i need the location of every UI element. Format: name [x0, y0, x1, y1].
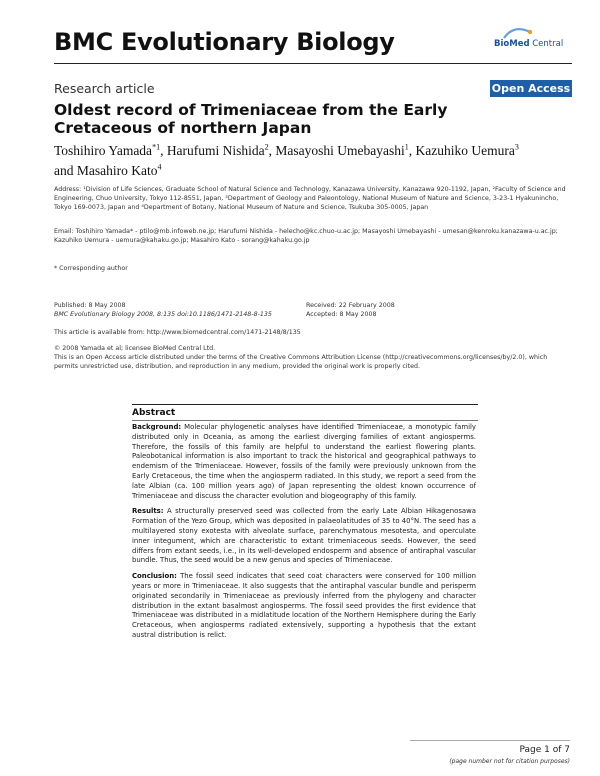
- availability-statement: This article is available from: http://www.biomedcentral.com/1471-2148/8/135: [54, 329, 301, 336]
- logo-text: [494, 39, 563, 49]
- author-affiliation: 1: [404, 142, 409, 151]
- abstract-background: [132, 423, 476, 501]
- author-affiliation: 2: [264, 142, 269, 151]
- author-5: [77, 163, 162, 178]
- abstract-conclusion: [132, 572, 476, 641]
- author-1: [54, 143, 167, 158]
- page-number: Page 1 of 7: [519, 745, 570, 755]
- author-affiliation: 4: [157, 162, 162, 172]
- abstract-results: [132, 507, 476, 566]
- license-text: This is an Open Access article distributed under the terms of the Creative Commons Attribution License (http://creativecommons.org/licenses/by/2.0), which permits unrestricted use, distribution, and reproduction in any medium, provided the original work is properly cited.: [54, 354, 548, 370]
- logo-text-bio: BioMed: [494, 39, 530, 49]
- abstract-divider: [132, 420, 478, 421]
- affiliation-address: Address: ¹Division of Life Sciences, Graduate School of Natural Science and Technology, Kanazawa University, Kanazawa 920-1192, Japan, ²Faculty of Science and Engineering, Chuo University, Tokyo 112-8551, Japan, ³Department of Geology and Paleontology, National Museum of Nature and Science, 3-23-1 Hyakunincho, Tokyo 169-0073, Japan and ⁴Department of Botany, National Museum of Nature and Science, Tsukuba 305-0005, Japan: [54, 186, 566, 211]
- corresponding-author-note: * Corresponding author: [54, 265, 128, 272]
- author-separator: ,: [160, 142, 167, 158]
- logo-text-central: Central: [529, 39, 564, 49]
- author-name: Harufumi Nishida: [166, 142, 265, 158]
- author-affiliation: 3: [514, 142, 519, 151]
- accepted-date: Accepted: 8 May 2008: [306, 311, 377, 318]
- section-label: Background:: [132, 423, 182, 431]
- author-list: [54, 138, 524, 179]
- section-label: Conclusion:: [132, 572, 177, 581]
- citation: BMC Evolutionary Biology 2008, 8:135 doi:10.1186/1471-2148-8-135: [54, 311, 272, 318]
- published-date: Published: 8 May 2008: [54, 302, 126, 309]
- author-separator: ,: [268, 142, 276, 158]
- section-label: Results:: [132, 507, 164, 516]
- author-separator: ,: [408, 142, 416, 158]
- section-text: A structurally preserved seed was collected from the early Late Albian Hikagenosawa Formation of the Yezo Group, which was deposited in palaeolatitudes of 35 to 40°N. The seed has a multilayered stony exotesta with alveolate surface, parenchymatous mesotesta, and operculate inner integument, which are characteristic to extant trimeniaceous seeds. However, the seed differs from extant seeds, i.e., in its well-developed endosperm and absence of antiraphal vascular bundle. Thus, the seed would be a new genus and species of Trimeniaceae.: [132, 507, 476, 565]
- author-separator: and: [54, 163, 77, 178]
- author-name: Toshihiro Yamada: [54, 142, 153, 158]
- article-type: Research article: [54, 81, 155, 96]
- journal-title: BMC Evolutionary Biology: [54, 28, 395, 56]
- author-name: Masahiro Kato: [76, 163, 158, 178]
- footer-rule: [410, 740, 570, 741]
- abstract: [132, 404, 478, 695]
- author-emails: Email: Toshihiro Yamada* - ptilo@mb.infoweb.ne.jp; Harufumi Nishida - helecho@kc.chuo-u.ac.jp; Masayoshi Umebayashi - umesan@kenroku.kanazawa-u.ac.jp; Kazuhiko Uemura - uemura@kahaku.go.jp; Masahiro Kato - sorang@kahaku.go.jp: [54, 228, 558, 244]
- page-note: (page number not for citation purposes): [449, 758, 570, 765]
- publication-info: [54, 301, 294, 319]
- copyright-block: [54, 344, 570, 371]
- author-3: [275, 143, 415, 158]
- author-name: Masayoshi Umebayashi: [275, 142, 405, 158]
- section-text: The fossil seed indicates that seed coat characters were conserved for 100 million years or more in Trimeniaceae. It also suggests that the antiraphal vascular bundle and perisperm originated secondarily in Trimeniaceae as previously inferred from the phylogeny and character distribution in the extant basalmost angiosperms. The fossil seed provides the first evidence that Trimeniaceae was distributed in a midlatitude location of the Northern Hemisphere during the Early Cretaceous, when angiosperms radiated extensively, supporting a hypothesis that the extant austral distribution is relict.: [132, 572, 476, 639]
- section-text: Molecular phylogenetic analyses have identified Trimeniaceae, a monotypic family distributed only in Oceania, as among the earliest diverging families of extant angiosperms. Therefore, the fossils of this family are helpful to understand the earliest flowering plants. Paleobotanical information is also important to track the historical and geographical pathways to endemism of the Trimeniaceae. However, fossils of the family were previously unknown from the Early Cretaceous, the time when the angiosperm radiated. In this study, we report a seed from the late Albian (ca. 100 million years ago) of Japan representing the oldest known occurrence of Trimeniaceae and discuss the character evolution and biogeography of this family.: [132, 423, 476, 500]
- author-2: [167, 143, 276, 158]
- biomed-central-logo: [494, 26, 564, 52]
- header-rule: [54, 63, 572, 64]
- article-title: Oldest record of Trimeniaceae from the Early Cretaceous of northern Japan: [54, 101, 448, 137]
- abstract-body: [132, 423, 476, 647]
- open-access-badge: Open Access: [491, 82, 571, 95]
- dates-info: [306, 301, 546, 319]
- copyright: © 2008 Yamada et al; licensee BioMed Central Ltd.: [54, 345, 216, 352]
- received-date: Received: 22 February 2008: [306, 302, 395, 309]
- abstract-heading: Abstract: [132, 408, 176, 418]
- author-affiliation: *1: [152, 142, 161, 151]
- logo-arc-icon: [500, 26, 570, 40]
- author-name: Kazuhiko Uemura: [415, 142, 515, 158]
